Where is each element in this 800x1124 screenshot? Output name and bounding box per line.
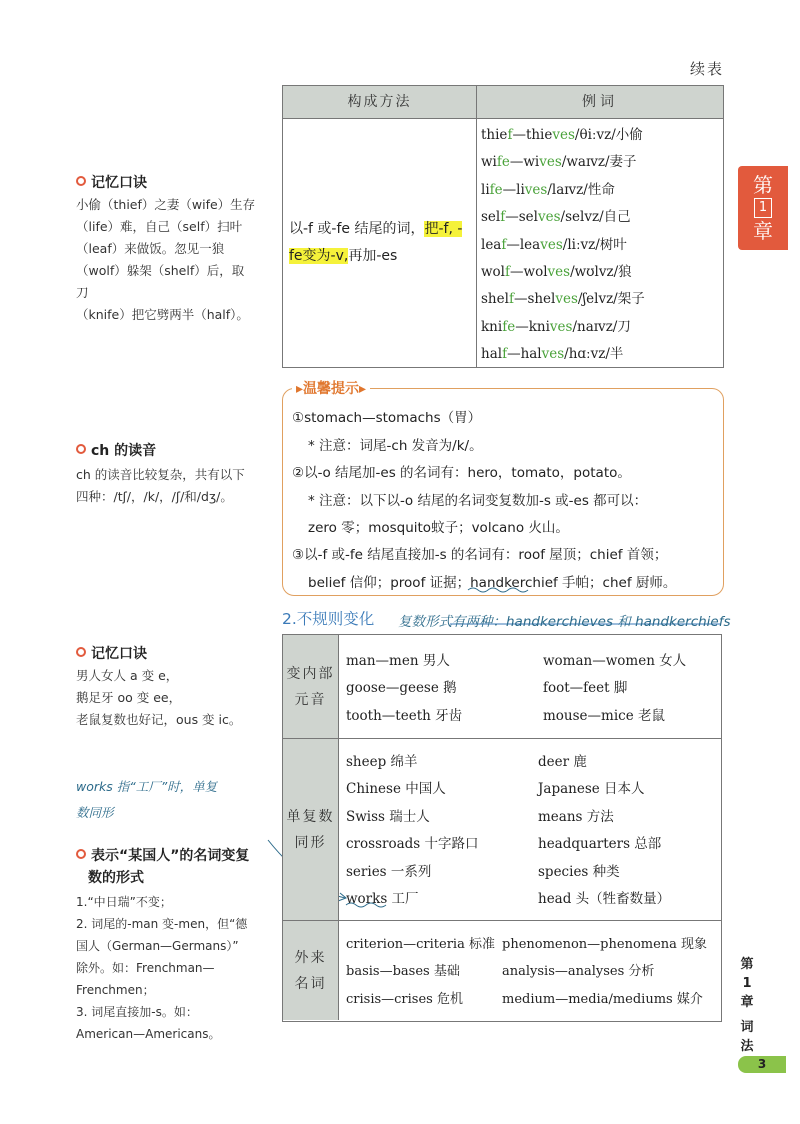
table-cell: sheep 绵羊 [346, 754, 418, 770]
table-cell: species 种类 [538, 864, 620, 880]
header-method: 构成方法 [283, 86, 477, 118]
tip-line: ③以-f 或-fe 结尾直接加-s 的名词有：roof 屋顶；chief 首领； [292, 547, 668, 563]
table-cell: crossroads 十字路口 [346, 836, 479, 852]
table-cell: means 方法 [538, 809, 614, 825]
table-cell: works 工厂 [346, 891, 419, 907]
note-line: 男人女人 a 变 e， [76, 668, 179, 683]
note-line: （life）难，自己（self）扫叶 [76, 219, 243, 234]
note-line: 除外。如：Frenchman— [76, 961, 215, 975]
table-cell: headquarters 总部 [538, 836, 662, 852]
continued-label: 续表 [690, 60, 725, 78]
note-line: （wolf）躲架（shelf）后，取刀 [76, 263, 245, 300]
note-line: 3. 词尾直接加-s。如： [76, 1005, 198, 1019]
chapter-number: 1 [754, 198, 772, 218]
table-cell: head 头（牲畜数量） [538, 891, 671, 907]
page-number: 3 [738, 1056, 786, 1073]
table-cell: phenomenon—phenomena 现象 [502, 937, 708, 952]
header-examples: 例词 [582, 94, 618, 110]
side-chapter-label: 第 1 章 词 法 [740, 957, 754, 1054]
note-line: 2. 词尾的-man 变-men，但“德 [76, 917, 248, 931]
tip-line: ①stomach—stomachs（胃） [292, 410, 482, 426]
table-cell: series 一系列 [346, 864, 432, 880]
tip-line: belief 信仰；proof 证据；handkerchief 手帕；chef 厨师。 [308, 575, 677, 591]
example-word: half—halves/hɑːvz/半 [481, 346, 624, 363]
table-cell: tooth—teeth 牙齿 [346, 708, 463, 724]
memory-note-1: 记忆口诀 小偷（thief）之妻（wife）生存 （life）难，自己（self）扫叶 （leaf）来做饭。忽见一狼 （wolf）躲架（shelf）后，取刀 （knife）把它劈两半（half）。 [76, 172, 256, 326]
irregular-table [282, 634, 722, 1022]
handwritten-note: 复数形式有两种：handkerchieves 和 handkerchiefs [398, 614, 731, 630]
table-cell: Japanese 日本人 [538, 781, 645, 797]
row-label: 单复数 同形 [283, 739, 339, 920]
table-cell: crisis—crises 危机 [346, 992, 463, 1007]
example-word: knife—knives/naɪvz/刀 [481, 318, 631, 335]
example-word: shelf—shelves/ʃelvz/架子 [481, 291, 645, 308]
note-line: （knife）把它劈两半（half）。 [76, 307, 249, 322]
note-line: Frenchmen； [76, 983, 155, 997]
table-cell: Chinese 中国人 [346, 781, 446, 797]
note-line: 四种：/tʃ/，/k/，/ʃ/和/dʒ/。 [76, 489, 233, 504]
example-word: leaf—leaves/liːvz/树叶 [481, 236, 627, 253]
row-label: 变内部 元音 [283, 635, 339, 738]
method-highlight: 把-f, -fe变为-v, [289, 221, 463, 264]
note-line: （leaf）来做饭。忽见一狼 [76, 241, 225, 256]
example-word: self—selves/selvz/自己 [481, 209, 631, 226]
tip-line: zero 零；mosquito蚊子；volcano 火山。 [308, 520, 569, 536]
tip-line: * 注意：以下以-o 结尾的名词变复数加-s 或-es 都可以： [308, 493, 648, 509]
note-line: 国人（German—Germans）” [76, 939, 239, 953]
table-cell: Swiss 瑞士人 [346, 809, 430, 825]
example-word: thief—thieves/θiːvz/小偷 [481, 127, 643, 143]
note-line: 小偷（thief）之妻（wife）生存 [76, 197, 256, 212]
example-word: wolf—wolves/wʊlvz/狼 [481, 263, 632, 280]
row-label: 外来 名词 [283, 921, 339, 1020]
handwritten-works-note: works 指“工厂”时，单复 数同形 [76, 779, 218, 820]
table-cell: criterion—criteria 标准 [346, 937, 495, 952]
table-cell: man—men 男人 [346, 653, 450, 669]
note-line: 老鼠复数也好记，ous 变 ic。 [76, 712, 242, 727]
nationality-note: 表示“某国人”的名词变复 数的形式 1.“中日瑞”不变； 2. 词尾的-man 变-men，但“德 国人（German—Germans）” 除外。如：Frenchman— Frenchmen； 3. 词尾直接加-s。如： American—Americans。 [76, 845, 256, 1045]
table-cell: mouse—mice 老鼠 [543, 708, 666, 724]
tip-line: * 注意：词尾-ch 发音为/k/。 [308, 438, 483, 454]
table-cell: analysis—analyses 分析 [502, 964, 655, 979]
table-cell: basis—bases 基础 [346, 964, 460, 979]
table-cell: foot—feet 脚 [543, 680, 628, 696]
note-line: American—Americans。 [76, 1027, 221, 1041]
table-cell: woman—women 女人 [543, 653, 687, 669]
memory-note-2: 记忆口诀 男人女人 a 变 e， 鹅足牙 oo 变 ee， 老鼠复数也好记，ous 变 ic。 [76, 643, 266, 731]
example-word: life—lives/laɪvz/性命 [481, 181, 615, 198]
ch-note: ch 的读音 ch 的读音比较复杂，共有以下 四种：/tʃ/，/k/，/ʃ/和/dʒ/。 [76, 440, 266, 508]
note-line: 鹅足牙 oo 变 ee， [76, 690, 182, 705]
table-cell: deer 鹿 [538, 754, 587, 770]
note-line: 1.“中日瑞”不变； [76, 895, 172, 909]
section-title: 2.不规则变化 [282, 610, 375, 628]
chapter-tab[interactable]: 第 1 章 [738, 166, 788, 250]
tip-line: ②以-o 结尾加-es 的名词有：hero，tomato，potato。 [292, 465, 631, 481]
tip-title: ▸温馨提示▸ [292, 378, 370, 398]
example-word: wife—wives/waɪvz/妻子 [481, 154, 637, 171]
table-cell: goose—geese 鹅 [346, 680, 457, 696]
note-line: ch 的读音比较复杂，共有以下 [76, 467, 245, 482]
table-cell: medium—media/mediums 媒介 [502, 992, 703, 1007]
method-text: 以-f 或-fe 结尾的词，把-f, -fe变为-v,再加-es [289, 221, 463, 264]
